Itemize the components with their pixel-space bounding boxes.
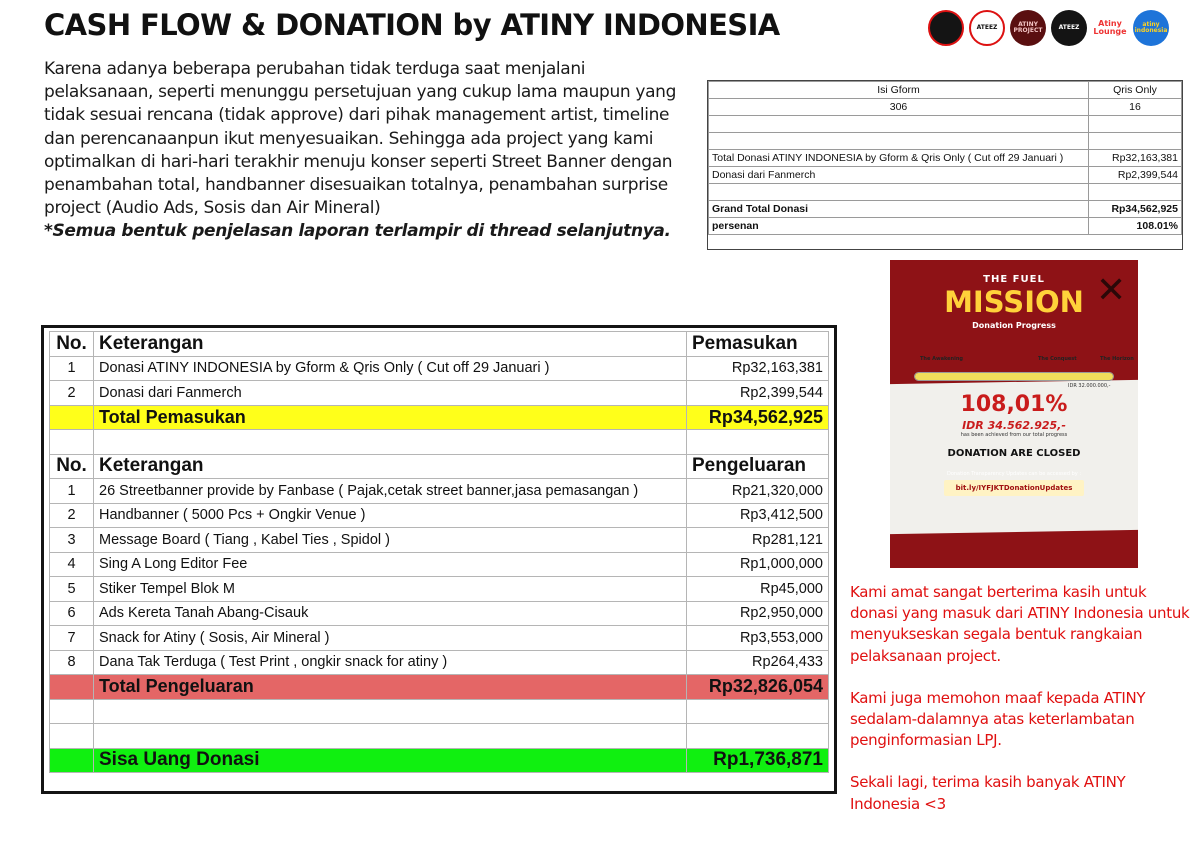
donation-progress-bar — [914, 372, 1114, 381]
row-amount: Rp3,553,000 — [687, 626, 829, 651]
atiny-lounge-logo-icon: Atiny Lounge — [1092, 10, 1128, 46]
income-header-row — [50, 332, 829, 357]
poster-progress-label: Donation Progress — [972, 321, 1056, 330]
table-row — [50, 577, 829, 602]
summary-row-value: Rp32,163,381 — [1089, 150, 1182, 167]
total-income-label: Total Pemasukan — [94, 405, 687, 430]
row-desc: Message Board ( Tiang , Kabel Ties , Spidol ) — [94, 528, 687, 553]
row-no: 7 — [50, 626, 94, 651]
blank-cell — [687, 724, 829, 749]
total-expense-value: Rp32,826,054 — [687, 675, 829, 700]
poster-updates-text: Donation Transparency Updates can be accessed by : — [946, 471, 1082, 477]
row-desc: Ads Kereta Tanah Abang-Cisauk — [94, 601, 687, 626]
row-desc: Donasi ATINY INDONESIA by Gform & Qris Only ( Cut off 29 Januari ) — [94, 356, 687, 381]
poster-stage-2: The Conquest — [1038, 356, 1077, 362]
total-no-cell — [50, 748, 94, 773]
ateez-logo-icon: ATEEZ — [969, 10, 1005, 46]
summary-percent-label: persenan — [709, 218, 1089, 235]
total-no-cell — [50, 405, 94, 430]
remaining-donation-row — [50, 748, 829, 773]
row-no: 5 — [50, 577, 94, 602]
row-no: 2 — [50, 381, 94, 406]
row-desc: Dana Tak Terduga ( Test Print , ongkir snack for atiny ) — [94, 650, 687, 675]
summary-blank-cell — [1089, 184, 1182, 201]
summary-row-label: Donasi dari Fanmerch — [709, 167, 1089, 184]
header-desc: Keterangan — [94, 332, 687, 357]
summary-blank-cell — [709, 133, 1089, 150]
row-no: 4 — [50, 552, 94, 577]
blank-cell — [687, 699, 829, 724]
donation-progress-fill — [915, 373, 1113, 380]
summary-qris-header: Qris Only — [1089, 82, 1182, 99]
summary-row-value: Rp2,399,544 — [1089, 167, 1182, 184]
summary-percent-value: 108.01% — [1089, 218, 1182, 235]
header-no: No. — [50, 332, 94, 357]
row-no: 6 — [50, 601, 94, 626]
thanks-paragraph-1: Kami amat sangat berterima kasih untuk donasi yang masuk dari ATINY Indonesia untuk menyukseskan segala bentuk rangkaian pelaksanaan project. — [850, 583, 1190, 665]
intro-text — [44, 58, 684, 244]
row-amount: Rp32,163,381 — [687, 356, 829, 381]
header-no: No. — [50, 454, 94, 479]
remaining-value: Rp1,736,871 — [687, 748, 829, 773]
row-desc: 26 Streetbanner provide by Fanbase ( Pajak,cetak street banner,jasa pemasangan ) — [94, 479, 687, 504]
summary-gform-header: Isi Gform — [709, 82, 1089, 99]
table-row — [50, 381, 829, 406]
summary-blank-cell — [709, 116, 1089, 133]
table-row — [50, 552, 829, 577]
row-no: 3 — [50, 528, 94, 553]
table-row — [50, 479, 829, 504]
intro-paragraph: Karena adanya beberapa perubahan tidak terduga saat menjalani pelaksanaan, seperti menunggu persetujuan yang cukup lama maupun yang tidak sesuai rencana (tidak approve) dari pihak management artist, timeline dan perencanaanpun ikut menyesuaikan. Sehingga ada project yang kami optimalkan di hari-hari terakhir menuju konser seperti Street Banner dengan penambahan total, handbanner disesuaikan totalnya, penambahan surprise project (Audio Ads, Sosis dan Air Mineral) — [44, 59, 677, 219]
blank-row — [50, 724, 829, 749]
total-expense-row — [50, 675, 829, 700]
poster-link[interactable]: bit.ly/IYFJKTDonationUpdates — [944, 480, 1084, 496]
poster-title: MISSION — [944, 285, 1084, 319]
table-row — [50, 650, 829, 675]
blank-cell — [50, 724, 94, 749]
poster-stage-3: The Horizon — [1100, 356, 1134, 362]
header-desc: Keterangan — [94, 454, 687, 479]
expense-header-row — [50, 454, 829, 479]
row-amount: Rp2,950,000 — [687, 601, 829, 626]
summary-qris-count: 16 — [1089, 99, 1182, 116]
blank-cell — [687, 430, 829, 455]
blank-cell — [94, 430, 687, 455]
table-row — [50, 528, 829, 553]
summary-row-label: Total Donasi ATINY INDONESIA by Gform & Qris Only ( Cut off 29 Januari ) — [709, 150, 1089, 167]
table-row — [50, 503, 829, 528]
summary-blank-cell — [709, 184, 1089, 201]
poster-target: IDR 32.000.000,- — [1068, 383, 1111, 389]
summary-blank-cell — [1089, 133, 1182, 150]
poster-closed-text: DONATION ARE CLOSED — [947, 448, 1081, 459]
fuel-mission-poster — [890, 260, 1138, 568]
blank-cell — [94, 724, 687, 749]
table-row — [50, 626, 829, 651]
row-no: 1 — [50, 479, 94, 504]
cash-flow-ledger — [41, 325, 837, 794]
blank-row — [50, 699, 829, 724]
donation-summary-table — [707, 80, 1183, 250]
atiny-project-logo-icon: ATINY PROJECT — [1010, 10, 1046, 46]
row-desc: Stiker Tempel Blok M — [94, 577, 687, 602]
poster-achieved-text: has been achieved from our total progress — [960, 432, 1068, 438]
row-amount: Rp21,320,000 — [687, 479, 829, 504]
row-no: 1 — [50, 356, 94, 381]
blank-cell — [50, 430, 94, 455]
thanks-paragraph-3: Sekali lagi, terima kasih banyak ATINY Indonesia <3 — [850, 773, 1126, 813]
row-amount: Rp1,000,000 — [687, 552, 829, 577]
atiny-indonesia-logo-icon: atiny indonesia — [1133, 10, 1169, 46]
row-amount: Rp264,433 — [687, 650, 829, 675]
row-no: 8 — [50, 650, 94, 675]
poster-stage-1: The Awakening — [920, 356, 963, 362]
summary-gform-count: 306 — [709, 99, 1089, 116]
thank-you-message — [850, 582, 1190, 836]
total-income-value: Rp34,562,925 — [687, 405, 829, 430]
row-desc: Sing A Long Editor Fee — [94, 552, 687, 577]
summary-grand-total-label: Grand Total Donasi — [709, 201, 1089, 218]
total-no-cell — [50, 675, 94, 700]
row-amount: Rp2,399,544 — [687, 381, 829, 406]
row-amount: Rp3,412,500 — [687, 503, 829, 528]
row-amount: Rp281,121 — [687, 528, 829, 553]
page-title: CASH FLOW & DONATION by ATINY INDONESIA — [44, 8, 780, 42]
blank-row — [50, 430, 829, 455]
blank-cell — [50, 699, 94, 724]
row-desc: Snack for Atiny ( Sosis, Air Mineral ) — [94, 626, 687, 651]
table-row — [50, 356, 829, 381]
row-amount: Rp45,000 — [687, 577, 829, 602]
header-income: Pemasukan — [687, 332, 829, 357]
total-expense-label: Total Pengeluaran — [94, 675, 687, 700]
x-mark-icon: ✕ — [1096, 270, 1127, 311]
summary-blank-cell — [1089, 116, 1182, 133]
poster-percent: 108,01% — [960, 392, 1068, 417]
poster-subtitle: THE FUEL — [983, 274, 1045, 285]
poster-amount: IDR 34.562.925,- — [962, 419, 1066, 432]
thanks-paragraph-2: Kami juga memohon maaf kepada ATINY sedalam-dalamnya atas keterlambatan penginformasian LPJ. — [850, 688, 1146, 750]
row-no: 2 — [50, 503, 94, 528]
row-desc: Donasi dari Fanmerch — [94, 381, 687, 406]
intro-note: *Semua bentuk penjelasan laporan terlampir di thread selanjutnya. — [44, 221, 671, 242]
row-desc: Handbanner ( 5000 Pcs + Ongkir Venue ) — [94, 503, 687, 528]
remaining-label: Sisa Uang Donasi — [94, 748, 687, 773]
total-income-row — [50, 405, 829, 430]
summary-grand-total-value: Rp34,562,925 — [1089, 201, 1182, 218]
blank-cell — [94, 699, 687, 724]
sponsor-logos — [928, 10, 1182, 46]
header-expense: Pengeluaran — [687, 454, 829, 479]
table-row — [50, 601, 829, 626]
ateez-dark-logo-icon: ATEEZ — [1051, 10, 1087, 46]
atiny-circle-logo-icon — [928, 10, 964, 46]
